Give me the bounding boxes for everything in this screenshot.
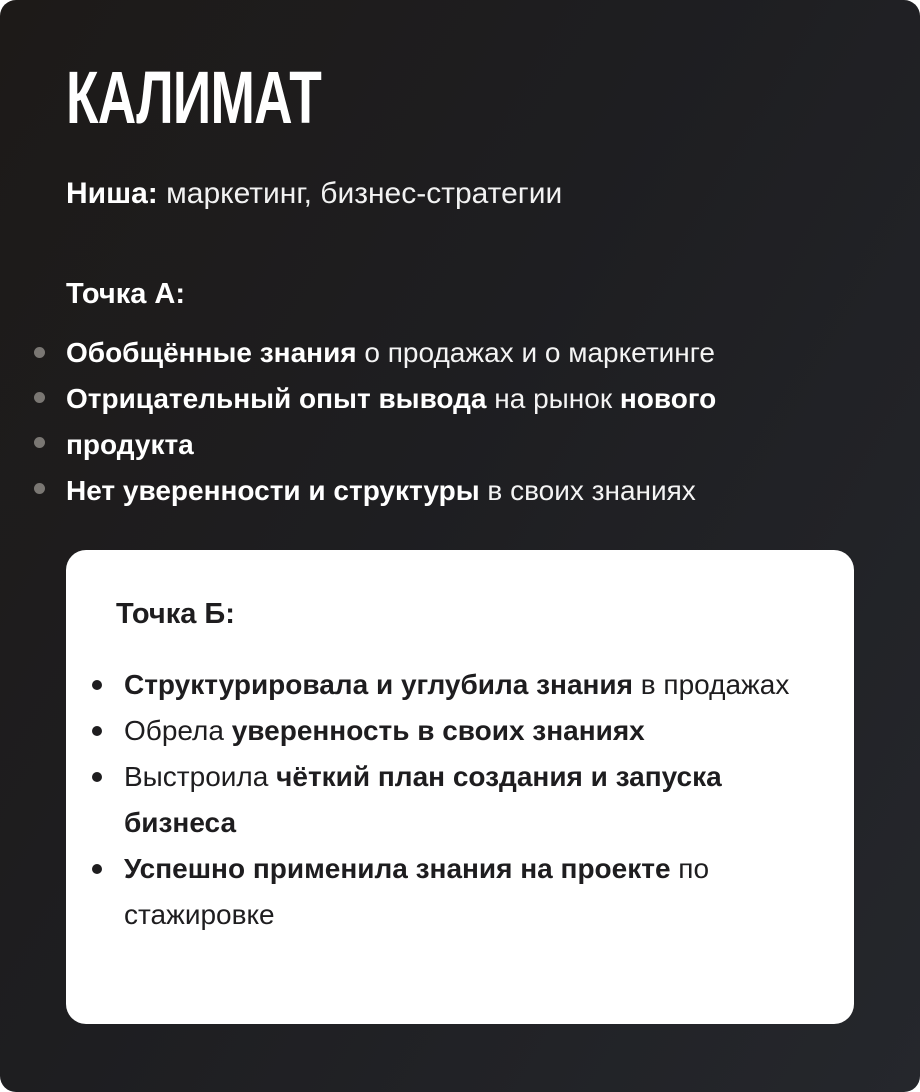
list-item: Нет уверенности и структуры в своих знаниях — [66, 475, 696, 506]
list-item: Выстроила чёткий план создания и запуска бизнеса — [124, 754, 824, 846]
point-b-panel — [66, 550, 854, 1024]
bullet-icon — [34, 347, 45, 358]
student-name: КАЛИМАТ — [66, 56, 322, 139]
list-item: Структурировала и углубила знания в продажах — [124, 662, 824, 708]
list-item: Обобщённые знания о продажах и о маркетинге — [66, 337, 715, 368]
list-item: Обрела уверенность в своих знаниях — [124, 708, 824, 754]
point-a-title: Точка А: — [66, 278, 186, 310]
niche-label: Ниша: — [66, 177, 158, 210]
point-b-list — [124, 662, 824, 938]
point-a-list — [66, 330, 716, 514]
niche-line — [66, 176, 562, 212]
list-item: Успешно применила знания на проекте по стажировке — [124, 846, 824, 938]
bullet-icon — [34, 483, 45, 494]
point-b-title: Точка Б: — [116, 598, 235, 630]
bullet-icon — [34, 392, 45, 403]
list-item: продукта — [66, 429, 194, 460]
niche-value: маркетинг, бизнес-стратегии — [157, 177, 563, 210]
list-item: Отрицательный опыт вывода на рынок нового — [66, 383, 717, 414]
bullet-icon — [34, 437, 45, 448]
